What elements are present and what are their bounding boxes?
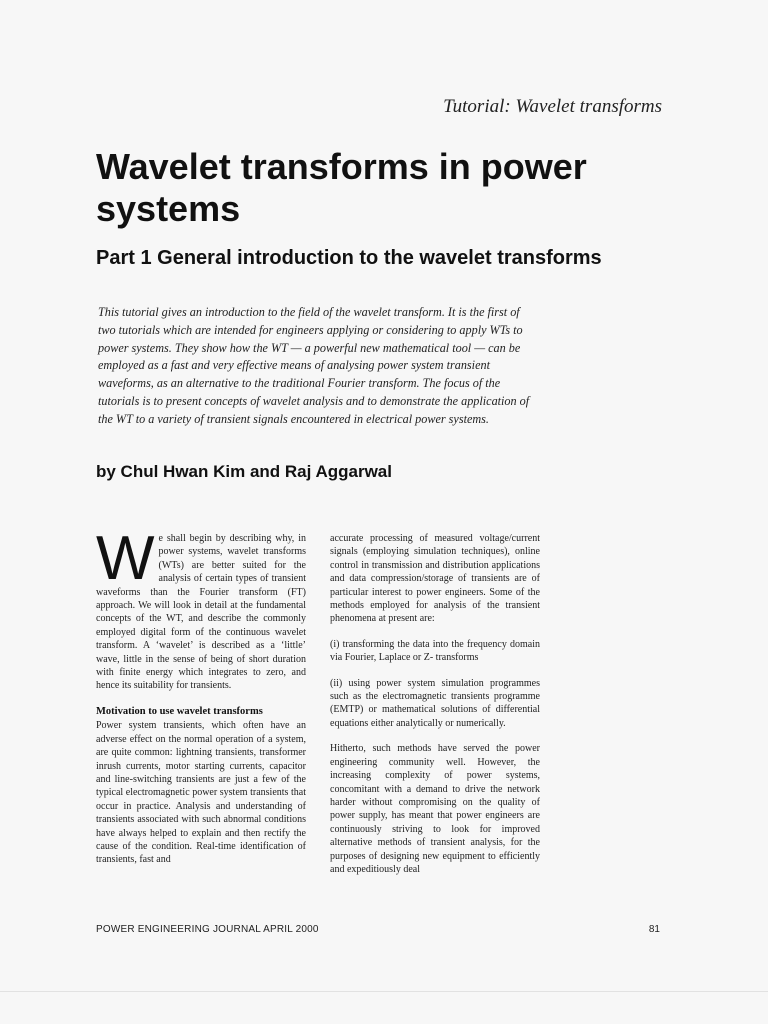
footer-journal: POWER ENGINEERING JOURNAL APRIL 2000 xyxy=(96,924,319,935)
bottom-divider xyxy=(0,991,768,992)
byline: by Chul Hwan Kim and Raj Aggarwal xyxy=(96,462,392,481)
body-column-2 xyxy=(330,532,540,888)
abstract: This tutorial gives an introduction to the field of the wavelet transform. It is the first of two tutorials which are intended for engineers applying or considering to apply WTs to power systems. They show how the WT — a powerful new mathematical tool — can be employed as a fast and very effective means of analysing power system transient waveforms, as an alternative to the traditional Fourier transform. The focus of the tutorials is to present concepts of wavelet analysis and to demonstrate the application of the WT to a variety of transient signals encountered in electrical power systems. xyxy=(98,305,530,426)
intro-text: e shall begin by describing why, in power systems, wavelet transforms (WTs) are better suited for the analysis of certain types of transient waveforms than the Fourier transform (FT) approach. We will look in detail at the fundamental concepts of the WT, and describe the commonly employed digital form of the continuous wavelet transform. A ‘wavelet’ is described as a ‘little’ wave, little in the sense of being of short duration with finite energy which integrates to zero, and hence its suitability for transients. xyxy=(96,533,306,692)
list-item: (i) transforming the data into the frequency domain via Fourier, Laplace or Z- transforms xyxy=(330,638,540,664)
running-head: Tutorial: Wavelet transforms xyxy=(443,96,662,117)
column2-paragraph-2: Hitherto, such methods have served the power engineering community well. However, the increasing complexity of power systems, concomitant with a demand to drive the network harder without compromising on the quality of power supply, has meant that power engineers are continuously striving to look for improved alternative methods of transient analysis, for the purposes of designing new equipment to efficiently and expeditiously deal xyxy=(330,743,540,875)
footer-page-number: 81 xyxy=(648,924,660,935)
list-item: (ii) using power system simulation programmes such as the electromagnetic transients programme (EMTP) or mathematical solutions of differential equations either analytically or numerically. xyxy=(330,677,540,729)
drop-cap: W xyxy=(96,524,155,593)
article-title: Wavelet transforms in power systems xyxy=(96,146,587,229)
body-column-1 xyxy=(96,524,306,879)
methods-list xyxy=(330,638,540,730)
intro-paragraph xyxy=(96,524,306,693)
motivation-paragraph: Power system transients, which often have an adverse effect on the normal operation of a system, are quite common: lightning transients, transformer inrush currents, motor starting currents, capacitor and line-switching transients are just a few of the typical electromagnetic power system transients that occur in practice. Analysis and understanding of transients associated with such abnormal conditions have always helped to explain and then rectify the cause of the condition. Real-time identification of transients, fast and xyxy=(96,720,306,866)
article-subtitle: Part 1 General introduction to the wavelet transforms xyxy=(96,247,602,269)
column2-paragraph-1: accurate processing of measured voltage/current signals (employing simulation techniques), online control in transmission and distribution applications and data compression/storage of transients are of particular interest to power engineers. Some of the methods employed for analysis of the transient phenomena at present are: xyxy=(330,533,540,625)
section-heading: Motivation to use wavelet transforms xyxy=(96,705,263,717)
